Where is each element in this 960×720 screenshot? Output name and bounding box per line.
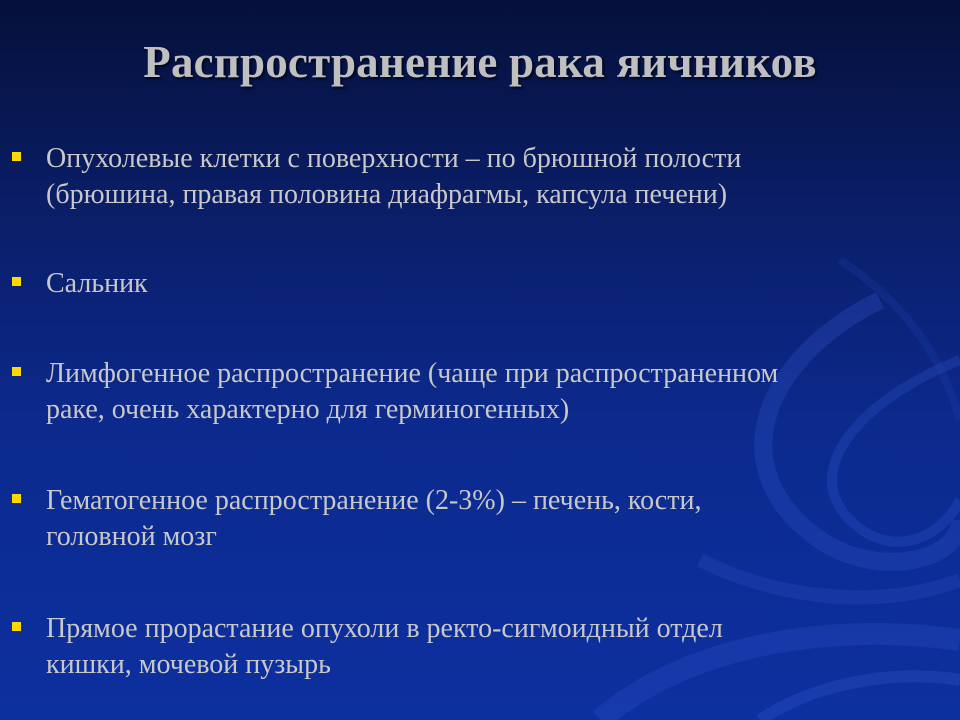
bullet-text: Прямое прорастание опухоли в ректо-сигмоидный отдел кишки, мочевой пузырь: [46, 613, 723, 680]
bullet-item-1: [12, 141, 942, 213]
bullet-text: Гематогенное распространение (2-3%) – печень, кости, головной мозг: [46, 485, 702, 552]
square-bullet-icon: [12, 277, 21, 286]
bullet-item-5: [12, 611, 942, 683]
square-bullet-icon: [12, 622, 21, 631]
slide-title: Распространение рака яичников: [143, 37, 817, 87]
bullet-item-2: [12, 266, 942, 302]
bullet-item-3: [12, 356, 942, 428]
bullet-item-4: [12, 483, 942, 555]
bullet-text: Опухолевые клетки с поверхности – по брюшной полости (брюшина, правая половина диафрагмы, капсула печени): [46, 143, 742, 210]
square-bullet-icon: [12, 367, 21, 376]
square-bullet-icon: [12, 152, 21, 161]
bullet-text: Сальник: [46, 268, 148, 299]
bullet-text: Лимфогенное распространение (чаще при распространенном раке, очень характерно для герминогенных): [46, 358, 779, 425]
square-bullet-icon: [12, 494, 21, 503]
